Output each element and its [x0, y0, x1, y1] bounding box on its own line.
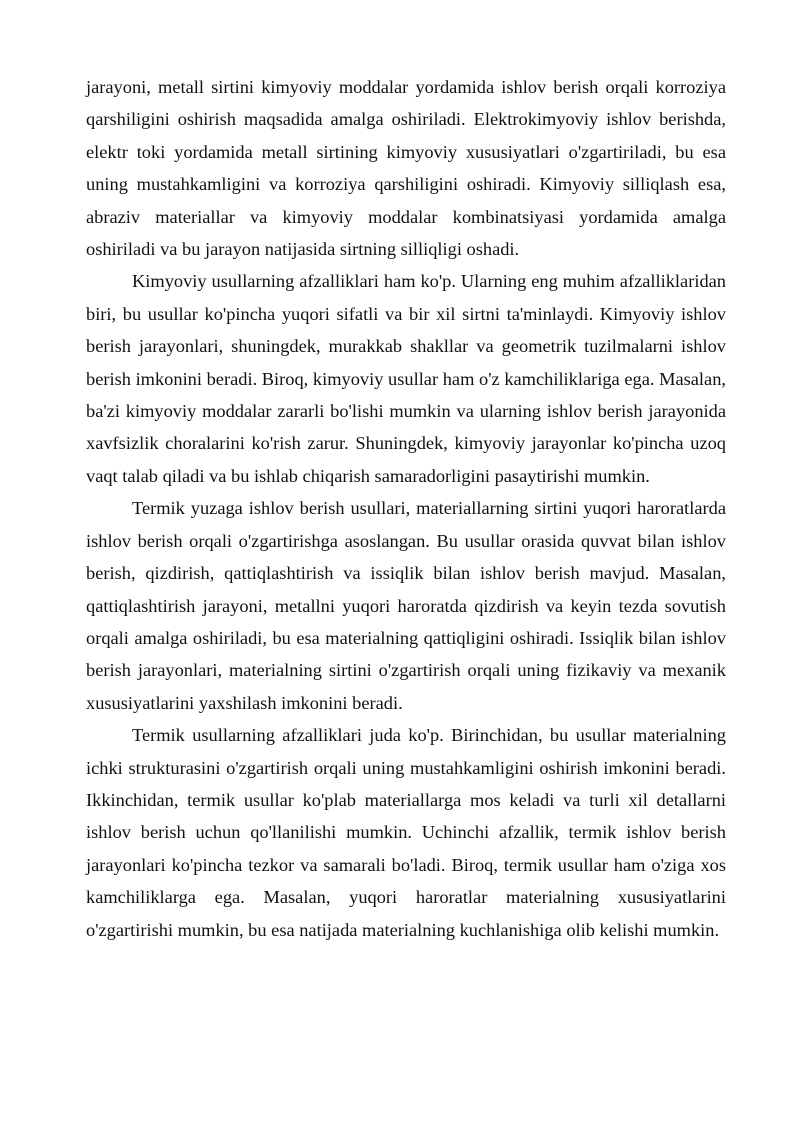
- paragraph-4: Termik usullarning afzalliklari juda ko'p. Birinchidan, bu usullar materialning ichki strukturasini o'zgartirish orqali uning mustahkamligini oshirish imkonini beradi. Ikkinchidan, termik usullar ko'plab materiallarga mos keladi va turli xil detallarni ishlov berish uchun qo'llanilishi mumkin. Uchinchi afzallik, termik ishlov berish jarayonlari ko'pincha tezkor va samarali bo'ladi. Biroq, termik usullar ham o'ziga xos kamchiliklarga ega. Masalan, yuqori haroratlar materialning xususiyatlarini o'zgartirishi mumkin, bu esa natijada materialning kuchlanishiga olib kelishi mumkin.: [86, 725, 726, 940]
- paragraph-1: jarayoni, metall sirtini kimyoviy moddalar yordamida ishlov berish orqali korroziya qarshiligini oshirish maqsadida amalga oshiriladi. Elektrokimyoviy ishlov berishda, elektr toki yordamida metall sirtining kimyoviy xususiyatlari o'zgartiriladi, bu esa uning mustahkamligini va korroziya qarshiligini oshiradi. Kimyoviy silliqlash esa, abraziv materiallar va kimyoviy moddalar kombinatsiyasi yordamida amalga oshiriladi va bu jarayon natijasida sirtning silliqligi oshadi.: [86, 77, 726, 260]
- paragraph-2: Kimyoviy usullarning afzalliklari ham ko'p. Ularning eng muhim afzalliklaridan biri, bu usullar ko'pincha yuqori sifatli va bir xil sirtni ta'minlaydi. Kimyoviy ishlov berish jarayonlari, shuningdek, murakkab shakllar va geometrik tuzilmalarni ishlov berish imkonini beradi. Biroq, kimyoviy usullar ham o'z kamchiliklariga ega. Masalan, ba'zi kimyoviy moddalar zararli bo'lishi mumkin va ularning ishlov berish jarayonida xavfsizlik choralarini ko'rish zarur. Shuningdek, kimyoviy jarayonlar ko'pincha uzoq vaqt talab qiladi va bu ishlab chiqarish samaradorligini pasaytirishi mumkin.: [86, 271, 726, 486]
- document-page: [86, 71, 726, 946]
- paragraph-3: Termik yuzaga ishlov berish usullari, materiallarning sirtini yuqori haroratlarda ishlov berish orqali o'zgartirishga asoslangan. Bu usullar orasida quvvat bilan ishlov berish, qizdirish, qattiqlashtirish va issiqlik bilan ishlov berish mavjud. Masalan, qattiqlashtirish jarayoni, metallni yuqori haroratda qizdirish va keyin tezda sovutish orqali amalga oshiriladi, bu esa materialning qattiqligini oshiradi. Issiqlik bilan ishlov berish jarayonlari, materialning sirtini o'zgartirish orqali uning fizikaviy va mexanik xususiyatlarini yaxshilash imkonini beradi.: [86, 498, 726, 713]
